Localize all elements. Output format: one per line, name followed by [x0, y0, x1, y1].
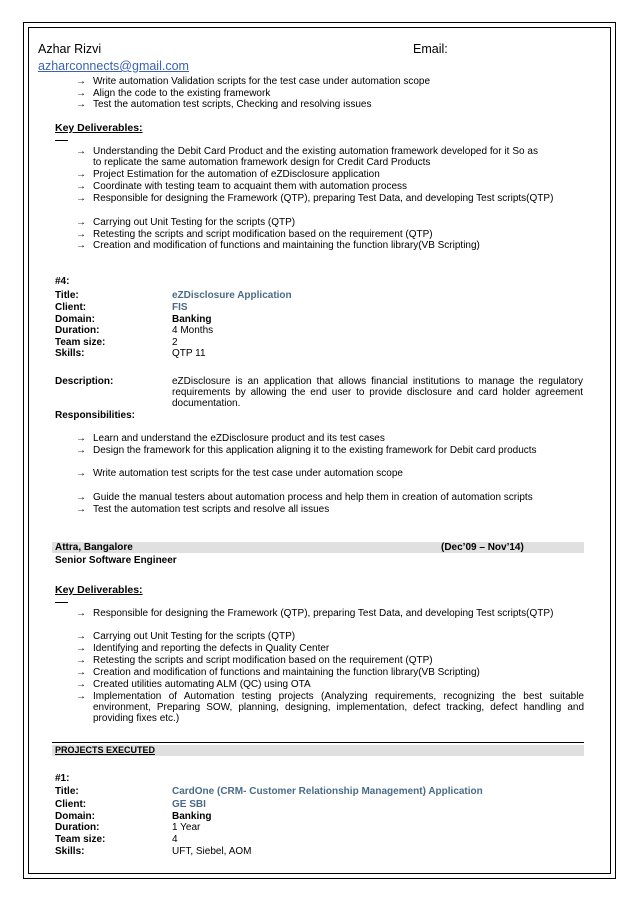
arrow-right-icon: → — [76, 691, 86, 702]
list-item: → Learn and understand the eZDisclosure product and its test cases — [76, 433, 385, 444]
arrow-right-icon: → — [76, 643, 86, 654]
list-item: → Carrying out Unit Testing for the scripts (QTP) — [76, 631, 296, 642]
arrow-right-icon: → — [76, 468, 86, 479]
responsibilities-label: Responsibilities: — [55, 410, 136, 421]
list-item: → Identifying and reporting the defects in Quality Center — [76, 643, 330, 654]
arrow-right-icon: → — [76, 217, 86, 228]
arrow-right-icon: → — [76, 445, 86, 456]
arrow-right-icon: → — [76, 631, 86, 642]
list-item: → Guide the manual testers about automation process and help them in creation of automation scripts — [76, 492, 533, 503]
arrow-right-icon: → — [76, 76, 86, 87]
description-label: Description: — [55, 376, 114, 387]
list-item: → Created utilities automating ALM (QC) using OTA — [76, 679, 311, 690]
list-item: → Retesting the scripts and script modification based on the requirement (QTP) — [76, 655, 433, 666]
arrow-right-icon: → — [76, 240, 86, 251]
list-item: → Write automation test scripts for the test case under automation scope — [76, 468, 403, 479]
list-item: → Responsible for designing the Framework (QTP), preparing Test Data, and developing Test scripts(QTP) — [76, 608, 554, 619]
divider — [55, 602, 68, 603]
arrow-right-icon: → — [76, 181, 86, 192]
list-item: → Write automation Validation scripts for the test case under automation scope — [76, 76, 431, 87]
list-item: → Creation and modification of functions and maintaining the function library(VB Scripting) — [76, 667, 480, 678]
project-client: GE SBI — [172, 799, 206, 810]
list-item: → Understanding the Debit Card Product and the existing automation framework developed for it So as to replicate the same automation framework design for Credit Card Products — [76, 146, 538, 168]
section-rule — [52, 742, 584, 743]
arrow-right-icon: → — [76, 99, 86, 110]
list-item: → Project Estimation for the automation of eZDisclosure application — [76, 169, 380, 180]
arrow-right-icon: → — [76, 608, 86, 619]
key-deliverables-heading: Key Deliverables: — [55, 584, 143, 596]
project-number: #1: — [55, 773, 70, 784]
list-item: → Test the automation test scripts and resolve all issues — [76, 504, 330, 515]
arrow-right-icon: → — [76, 679, 86, 690]
list-item: → Align the code to the existing framework — [76, 88, 271, 99]
project-title: eZDisclosure Application — [172, 290, 292, 301]
list-item: → Implementation of Automation testing projects (Analyzing requirements, recognizing the best suitable environment, Preparing SOW, planning, designing, implementation, defect tracking, defect handling and providing fixes etc.) — [76, 691, 584, 724]
list-item: → Test the automation test scripts, Checking and resolving issues — [76, 99, 372, 110]
email-label: Email: — [413, 42, 448, 56]
arrow-right-icon: → — [76, 193, 86, 204]
arrow-right-icon: → — [76, 88, 86, 99]
list-item: → Creation and modification of functions and maintaining the function library(VB Scripting) — [76, 240, 480, 251]
list-item: → Coordinate with testing team to acquaint them with automation process — [76, 181, 408, 192]
arrow-right-icon: → — [76, 146, 86, 157]
key-deliverables-heading: Key Deliverables: — [55, 122, 143, 134]
projects-executed-heading: PROJECTS EXECUTED — [55, 745, 156, 755]
list-item: → Design the framework for this application aligning it to the existing framework for Debit card products — [76, 445, 537, 456]
divider — [55, 140, 68, 141]
company-name: Attra, Bangalore — [55, 542, 133, 553]
arrow-right-icon: → — [76, 169, 86, 180]
list-item: → Responsible for designing the Framework (QTP), preparing Test Data, and developing Test scripts(QTP) — [76, 193, 554, 204]
project-title: CardOne (CRM- Customer Relationship Management) Application — [172, 786, 483, 797]
project-client: FIS — [172, 302, 188, 313]
arrow-right-icon: → — [76, 229, 86, 240]
arrow-right-icon: → — [76, 492, 86, 503]
job-role: Senior Software Engineer — [55, 555, 177, 566]
list-item: → Retesting the scripts and script modification based on the requirement (QTP) — [76, 229, 433, 240]
arrow-right-icon: → — [76, 504, 86, 515]
job-period: (Dec’09 – Nov’14) — [441, 542, 524, 553]
arrow-right-icon: → — [76, 667, 86, 678]
arrow-right-icon: → — [76, 433, 86, 444]
candidate-name: Azhar Rizvi — [38, 42, 102, 56]
email-link[interactable]: azharconnects@gmail.com — [38, 59, 189, 73]
list-item: → Carrying out Unit Testing for the scripts (QTP) — [76, 217, 296, 228]
project-description: eZDisclosure is an application that allows financial institutions to manage the regulatory requirements by allowing the end user to provide disclosure and card holder agreement documentation. — [172, 376, 583, 409]
arrow-right-icon: → — [76, 655, 86, 666]
project-number: #4: — [55, 276, 70, 287]
